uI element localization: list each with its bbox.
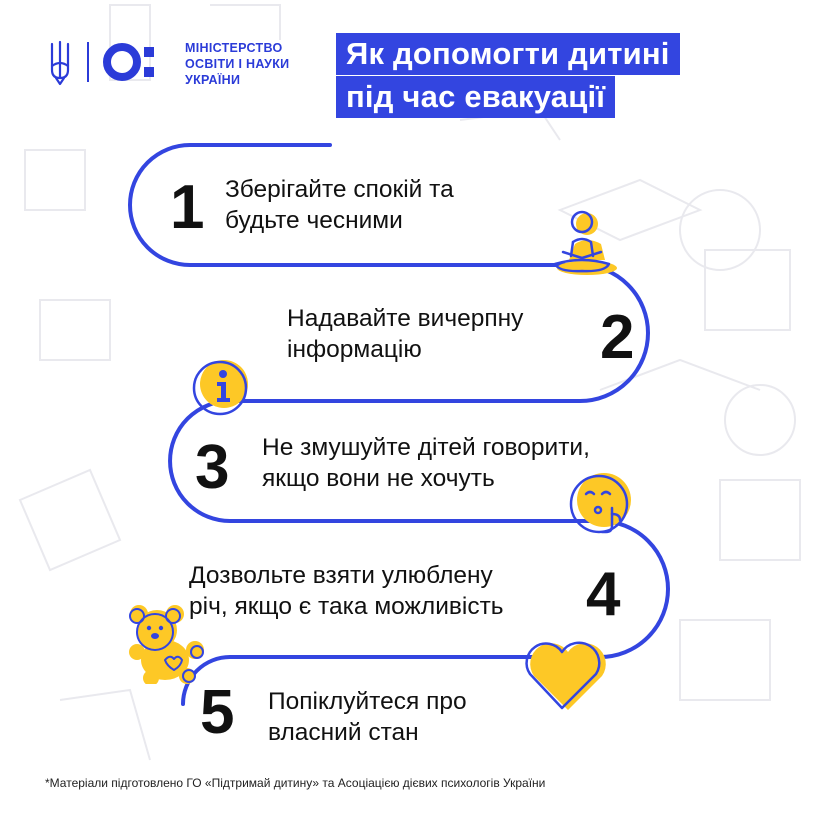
ministry-name-line: МІНІСТЕРСТВО (185, 41, 283, 55)
step-text-3 (262, 432, 590, 494)
step-text-line: річ, якщо є така можливість (189, 593, 504, 620)
ministry-logo (40, 36, 185, 88)
footnote: *Матеріали підготовлено ГО «Підтримай дитину» та Асоціацією дієвих психологів України (45, 776, 546, 790)
step-text-4 (189, 560, 504, 622)
step-text-1 (225, 174, 454, 236)
step-text-line: Надавайте вичерпну (287, 305, 524, 332)
info-icon (190, 352, 258, 420)
step-text-line: інформацію (287, 336, 422, 363)
step-number-1: 1 (170, 173, 205, 242)
page-title-line-2: під час евакуації (336, 76, 615, 118)
step-text-line: Дозвольте взяти улюблену (189, 562, 493, 589)
step-text-line: Попіклуйтеся про (268, 688, 467, 715)
shushing-face-icon (568, 470, 636, 540)
page-title-line-1: Як допомогти дитині (336, 33, 680, 75)
step-text-2 (287, 303, 523, 365)
step-text-line: Зберігайте спокій та (225, 176, 454, 203)
step-text-line: будьте чесними (225, 207, 403, 234)
heart-icon (522, 634, 614, 714)
step-number-5: 5 (200, 678, 235, 747)
step-text-line: власний стан (268, 719, 419, 746)
step-number-3: 3 (195, 433, 230, 502)
ministry-name-line: УКРАЇНИ (185, 73, 241, 87)
step-text-line: якщо вони не хочуть (262, 465, 495, 492)
ministry-mark-icon (107, 47, 154, 77)
teddy-bear-icon (125, 600, 215, 684)
step-number-4: 4 (586, 560, 621, 629)
ministry-name (185, 40, 289, 88)
ministry-name-line: ОСВІТИ І НАУКИ (185, 57, 290, 71)
step-text-line: Не змушуйте дітей говорити, (262, 434, 590, 461)
step-number-2: 2 (600, 303, 635, 372)
meditating-person-icon (545, 208, 620, 280)
trident-icon (52, 42, 68, 84)
step-text-5 (268, 686, 467, 748)
